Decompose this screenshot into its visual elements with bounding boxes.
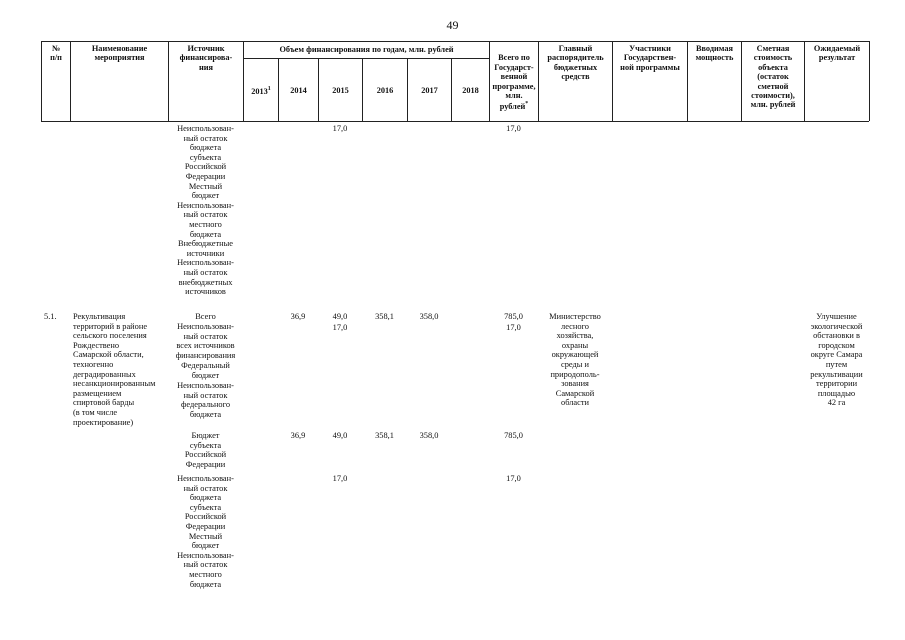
header-result: Ожидаемый результат (813, 44, 861, 63)
row-source: Федеральный бюджет (181, 361, 230, 380)
top-block-total: 17,0 (506, 124, 521, 133)
row-value-2016: 358,1 (375, 312, 394, 321)
header-top-border (41, 41, 869, 42)
row-value-2017: 358,0 (419, 431, 439, 440)
header-participants: Участники Государствен- ной программы (620, 44, 680, 72)
row-value-total: 785,0 (504, 431, 523, 440)
row-value-2015: 17,0 (332, 323, 348, 332)
col-border (869, 41, 870, 121)
header-total-label: Всего по Государст- венной программе, млн. рублей (492, 53, 536, 112)
header-num: № п/п (50, 44, 62, 63)
row-source: Неиспользован- ный остаток бюджета субъекта Российской Федерации Местный бюджет Неиспользован- ный остаток местного бюджета (177, 474, 234, 589)
row-source: Неиспользован- ный остаток федерального бюджета (177, 381, 234, 419)
header-total (490, 44, 538, 112)
page-number: 49 (446, 18, 459, 32)
header-manager: Главный распорядитель бюджетных средств (547, 44, 604, 82)
header-year-2016: 2016 (376, 86, 394, 95)
row-value-2016: 358,1 (375, 431, 394, 440)
row-value-total: 17,0 (506, 323, 521, 332)
header-source: Источник финансирова- ния (179, 44, 233, 72)
item-number: 5.1. (44, 312, 57, 321)
row-value-2015: 49,0 (332, 312, 348, 321)
year-subheader-border (243, 58, 489, 59)
row-source: Бюджет субъекта Российской Федерации (184, 431, 227, 469)
header-estimate: Сметная стоимость объекта (остаток сметной стоимости), млн. рублей (750, 44, 796, 110)
header-year-2014: 2014 (290, 86, 307, 95)
row-value-total: 17,0 (506, 474, 521, 483)
row-source: Неиспользован- ный остаток всех источников финансирования (175, 322, 236, 360)
row-value-2014: 36,9 (290, 431, 306, 440)
row-value-2015: 49,0 (332, 431, 348, 440)
header-total-footnote: * (525, 101, 529, 108)
row-source: Всего (195, 312, 216, 321)
header-name: Наименование мероприятия (91, 44, 148, 63)
row-value-2017: 358,0 (419, 312, 439, 321)
row-value-total: 785,0 (504, 312, 523, 321)
year-2013-label: 2013 (251, 86, 268, 96)
year-2013-footnote: 1 (267, 86, 271, 92)
header-financing-group: Объем финансирования по годам, млн. рублей (279, 45, 454, 54)
header-year-2018: 2018 (462, 86, 479, 95)
item-name: Рекультивация территорий в районе сельского поселения Рождествено Самарской области, техногенно деградированных несанкционированным размещением спиртовой барды (в том числе проектирование) (73, 312, 156, 427)
header-bottom-border (41, 121, 869, 122)
top-block-sources: Неиспользован- ный остаток бюджета субъекта Российской Федерации Местный бюджет Неиспользован- ный остаток местного бюджета Внебюджетные источники Неиспользован- ный остаток внебюджетных источников (177, 124, 234, 297)
item-result: Улучшение экологической обстановки в городском округе Самара путем рекультивации территории площадью 42 га (810, 312, 863, 408)
row-value-2015: 17,0 (332, 474, 348, 483)
top-block-2015: 17,0 (332, 124, 348, 133)
header-capacity: Вводимая мощность (695, 44, 734, 63)
row-value-2014: 36,9 (290, 312, 306, 321)
header-year-2017: 2017 (421, 86, 438, 95)
header-year-2015: 2015 (332, 86, 349, 95)
header-year-2013 (244, 85, 278, 96)
item-manager: Министерство лесного хозяйства, охраны окружающей среды и природополь- зования Самарской области (549, 312, 601, 408)
